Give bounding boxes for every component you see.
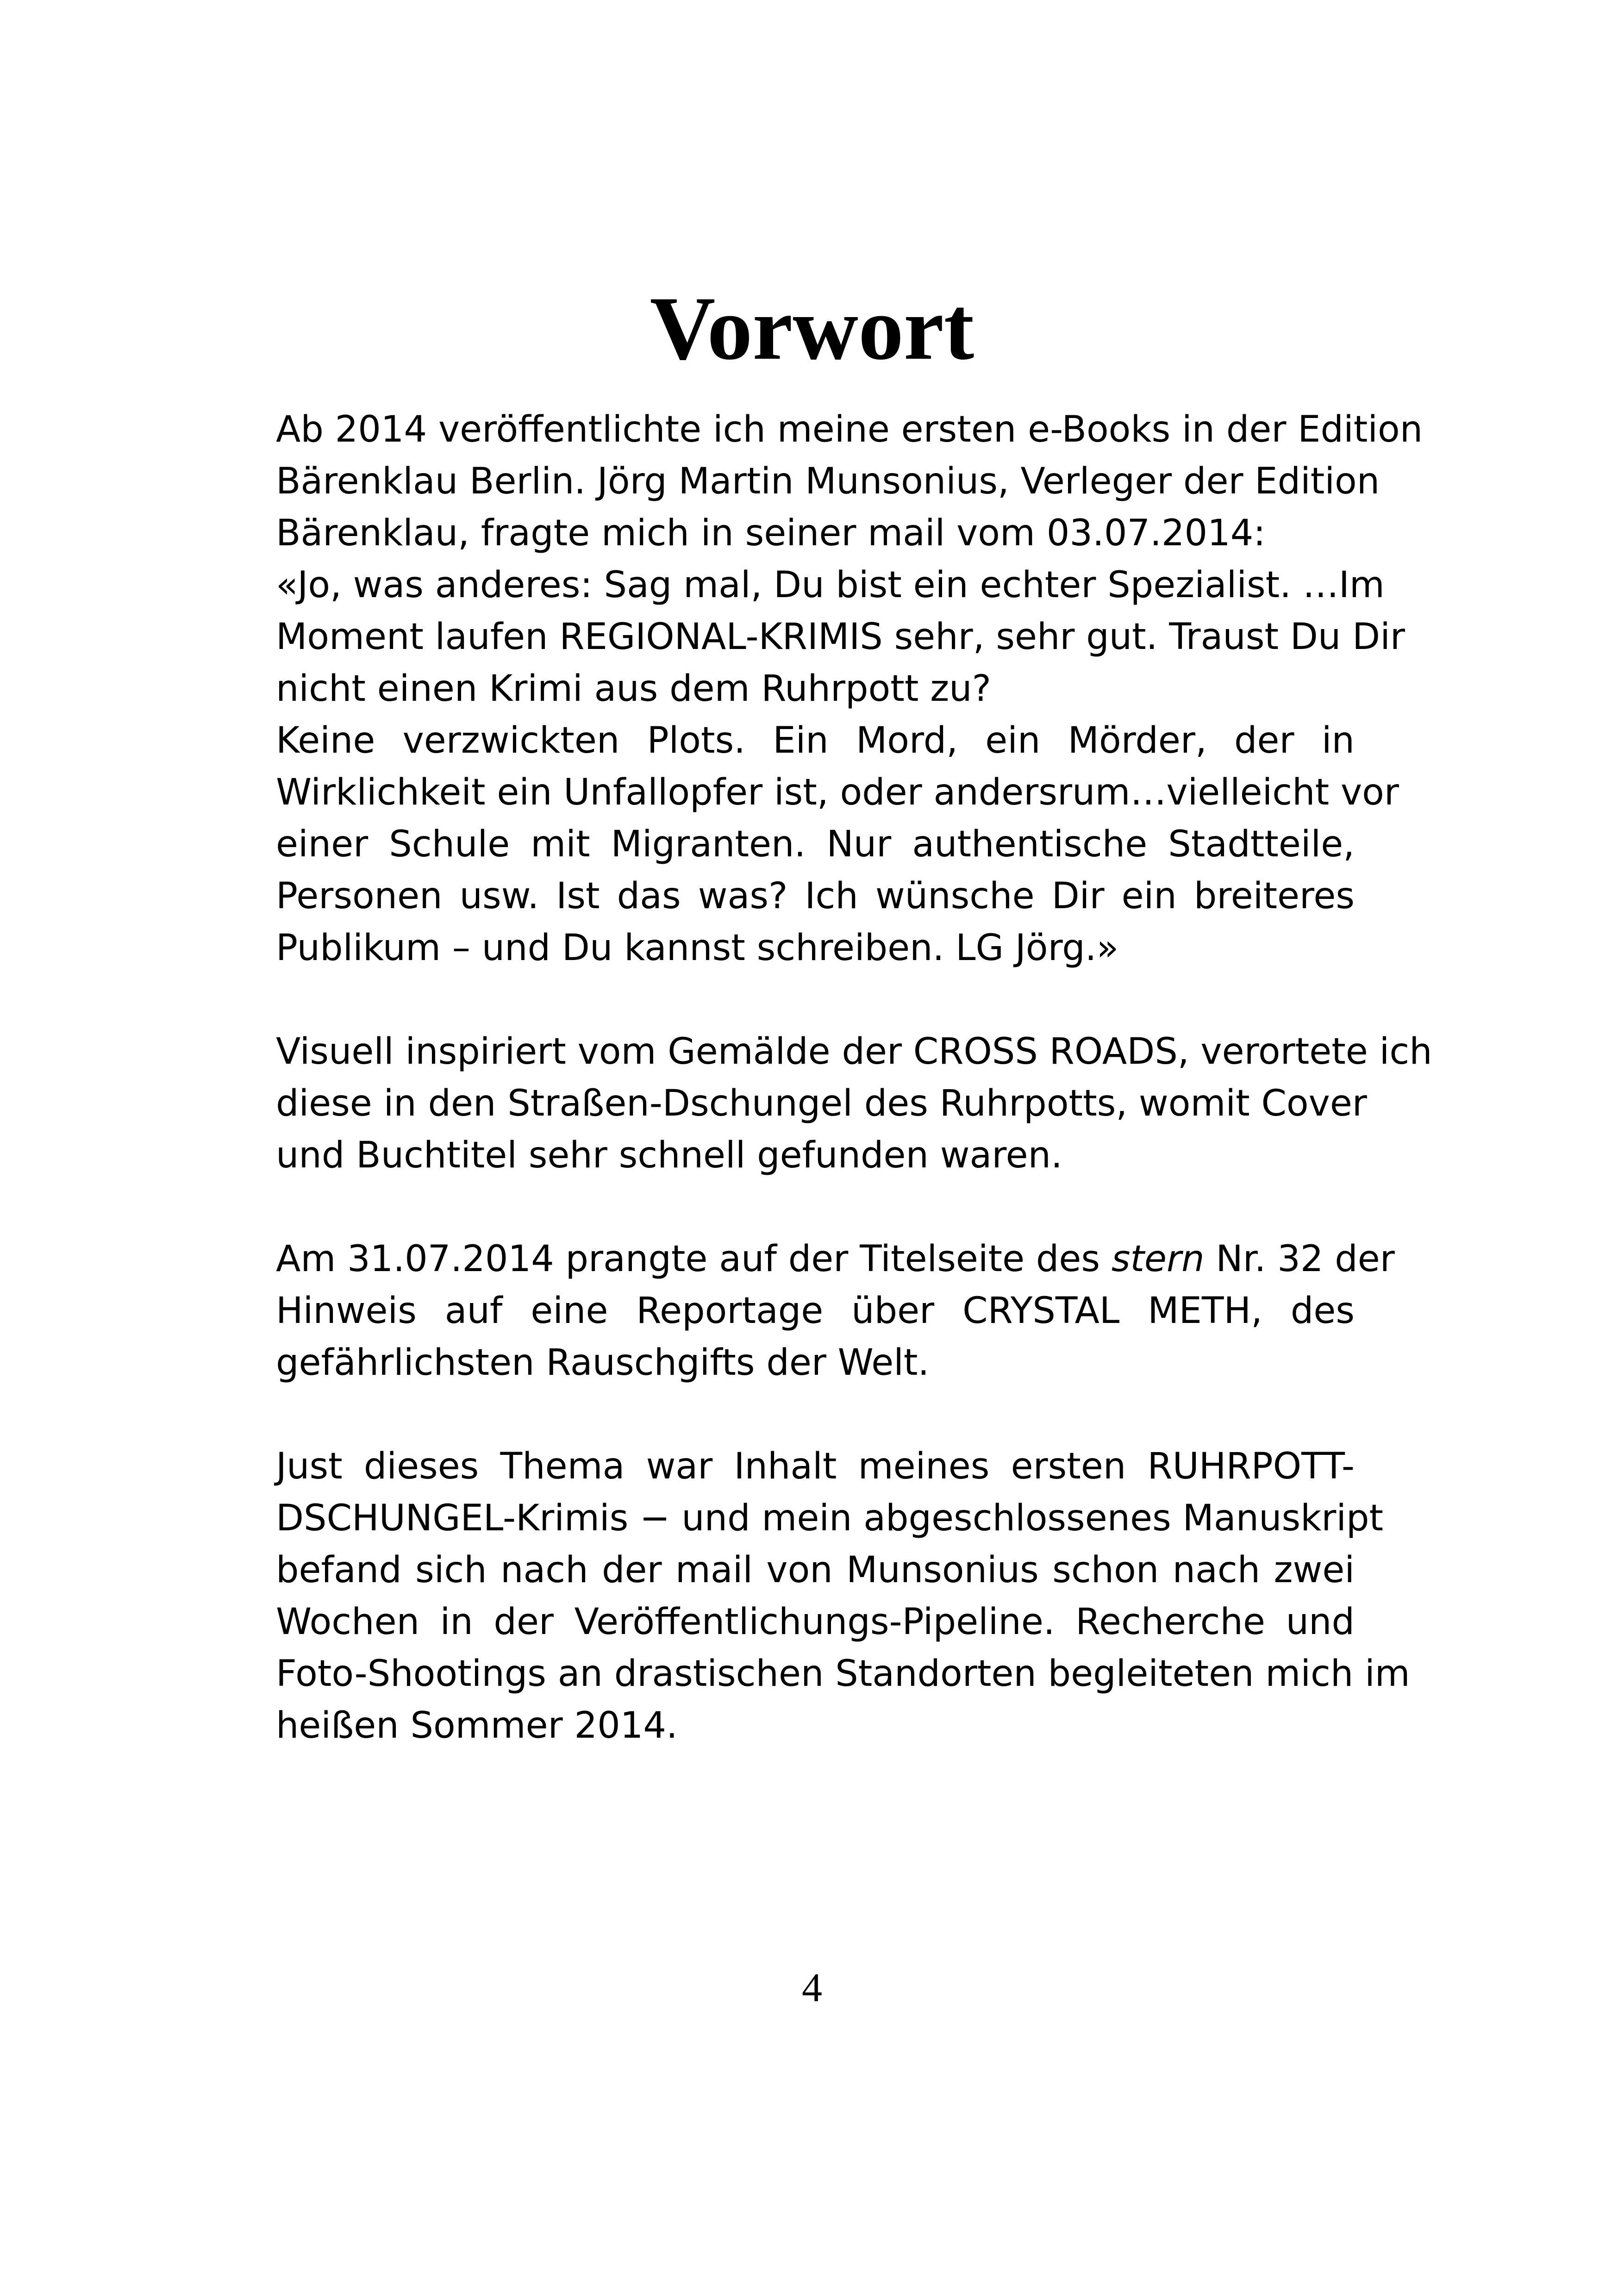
text-line: und Buchtitel sehr schnell gefunden waren.: [276, 1135, 1062, 1176]
text-line: gefährlichsten Rauschgifts der Welt.: [276, 1342, 930, 1384]
text-line: Moment laufen REGIONAL-KRIMIS sehr, sehr gut. Traust Du Dir: [276, 616, 1405, 658]
text-line: «Jo, was anderes: Sag mal, Du bist ein echter Spezialist. …Im: [276, 564, 1385, 606]
paragraph-1: [276, 404, 1423, 974]
text-line: Just dieses Thema war Inhalt meines ersten RUHRPOTT-: [276, 1446, 1355, 1487]
text-fragment: Am 31.07.2014 prangte auf der Titelseite des: [276, 1238, 1100, 1280]
text-line: heißen Sommer 2014.: [276, 1705, 678, 1746]
text-line: Publikum – und Du kannst schreiben. LG Jörg.»: [276, 927, 1119, 969]
text-line: Hinweis auf eine Reportage über CRYSTAL METH, des: [276, 1290, 1355, 1332]
page-title: Vorwort: [650, 278, 974, 379]
paragraph-3: [276, 1233, 1395, 1389]
text-line: Bärenklau, fragte mich in seiner mail vom 03.07.2014:: [276, 512, 1266, 554]
text-line: Visuell inspiriert vom Gemälde der CROSS ROADS, verortete ich: [276, 1031, 1432, 1073]
paragraph-gap: [276, 974, 1355, 1026]
magazine-name: stern: [1111, 1238, 1205, 1280]
text-line: einer Schule mit Migranten. Nur authentische Stadtteile,: [276, 823, 1355, 865]
text-line: Bärenklau Berlin. Jörg Martin Munsonius, Verleger der Edition: [276, 461, 1380, 502]
text-line: diese in den Straßen-Dschungel des Ruhrpotts, womit Cover: [276, 1083, 1367, 1124]
text-fragment: Nr. 32 der: [1216, 1238, 1395, 1280]
text-line: Wirklichkeit ein Unfallopfer ist, oder andersrum…vielleicht vor: [276, 772, 1399, 813]
text-line: befand sich nach der mail von Munsonius schon nach zwei: [276, 1549, 1355, 1591]
text-line: Personen usw. Ist das was? Ich wünsche Dir ein breiteres: [276, 875, 1355, 917]
paragraph-gap: [276, 1389, 1355, 1441]
paragraph-gap: [276, 1181, 1355, 1233]
text-line: DSCHUNGEL-Krimis − und mein abgeschlossenes Manuskript: [276, 1497, 1384, 1539]
text-line: Wochen in der Veröffentlichungs-Pipeline. Recherche und: [276, 1601, 1355, 1643]
paragraph-2: [276, 1026, 1432, 1181]
text-line: Ab 2014 veröffentlichte ich meine ersten e-Books in der Edition: [276, 409, 1423, 450]
body-text: [276, 404, 1432, 1752]
text-line: Foto-Shootings an drastischen Standorten begleiteten mich im: [276, 1653, 1410, 1695]
page-number: 4: [802, 1965, 822, 2010]
paragraph-4: [276, 1441, 1410, 1752]
text-line: [276, 1233, 1395, 1285]
text-line: Keine verzwickten Plots. Ein Mord, ein Mörder, der in: [276, 720, 1355, 761]
text-line: nicht einen Krimi aus dem Ruhrpott zu?: [276, 668, 991, 710]
